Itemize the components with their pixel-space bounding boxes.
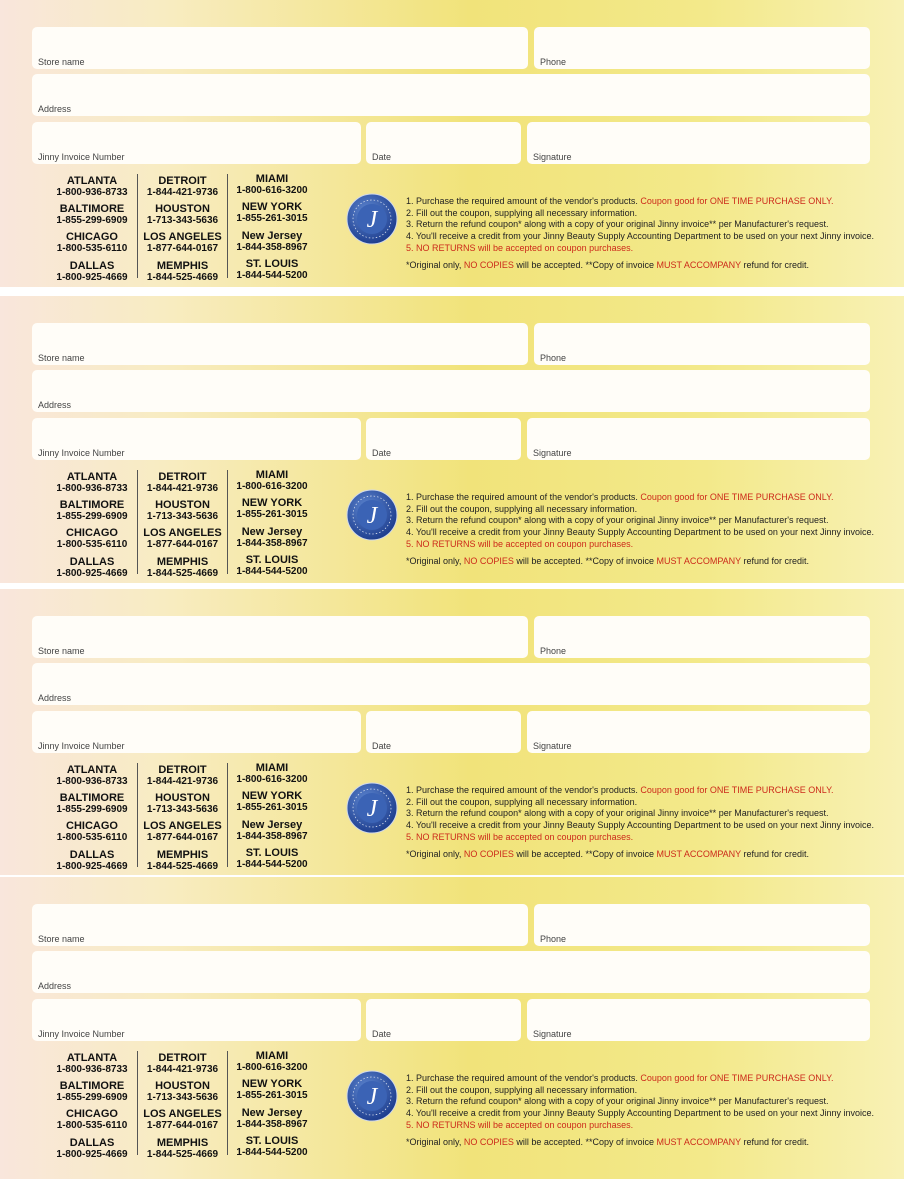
instruction-step-3: 3. Return the refund coupon* along with a copy of your original Jinny invoice** per Manufacturer's request.: [406, 219, 829, 230]
branch-detroit: [140, 471, 225, 495]
branch-name: NEW YORK: [241, 201, 303, 213]
branch-detroit: [140, 764, 225, 788]
column-divider: [227, 470, 228, 574]
branch-name: DALLAS: [69, 1137, 115, 1149]
branch-name: DALLAS: [69, 260, 115, 272]
branch-miami: [230, 1050, 314, 1074]
phone-label: Phone: [540, 646, 567, 656]
date-label: Date: [372, 741, 392, 751]
phone-field[interactable]: [534, 904, 870, 946]
branch-phone: 1-713-343-5636: [146, 215, 219, 226]
branch-name: LOS ANGELES: [143, 1108, 222, 1120]
branch-houston: [140, 203, 225, 227]
branch-name: DALLAS: [69, 556, 115, 568]
branch-los-angeles: [140, 231, 225, 255]
instruction-step-1: 1. Purchase the required amount of the vendor's products. Coupon good for ONE TIME PURCHASE ONLY.: [406, 1073, 834, 1083]
phone-label: Phone: [540, 353, 567, 363]
column-divider: [137, 763, 138, 867]
branch-phone: 1-844-421-9736: [146, 483, 219, 494]
branch-name: HOUSTON: [155, 203, 210, 215]
branch-name: ST. LOUIS: [245, 258, 299, 270]
instruction-step-3: 3. Return the refund coupon* along with a copy of your original Jinny invoice** per Manufacturer's request.: [406, 515, 829, 526]
branch-name: MIAMI: [255, 1050, 289, 1062]
branch-phone: 1-877-644-0167: [146, 832, 219, 843]
branch-phone: 1-844-544-5200: [236, 859, 308, 870]
branch-phone: 1-855-261-3015: [236, 1090, 308, 1101]
branch-name: MEMPHIS: [156, 849, 209, 861]
branch-miami: [230, 469, 314, 493]
branch-phone: 1-844-525-4669: [146, 1149, 219, 1160]
branch-phone: 1-800-936-8733: [56, 483, 128, 494]
branch-phone: 1-877-644-0167: [146, 1120, 219, 1131]
instruction-step-1: 1. Purchase the required amount of the vendor's products. Coupon good for ONE TIME PURCHASE ONLY.: [406, 196, 834, 206]
signature-label: Signature: [533, 741, 572, 751]
logo-letter: J: [366, 1084, 378, 1110]
branch-phone: 1-855-261-3015: [236, 213, 308, 224]
branch-houston: [140, 792, 225, 816]
branch-los-angeles: [140, 820, 225, 844]
instruction-step-3: 3. Return the refund coupon* along with a copy of your original Jinny invoice** per Manufacturer's request.: [406, 1096, 829, 1107]
branch-phone: 1-844-525-4669: [146, 272, 219, 283]
branch-phone: 1-800-925-4669: [56, 1149, 128, 1160]
branch-directory: [52, 759, 322, 875]
date-field[interactable]: [366, 418, 521, 460]
branch-houston: [140, 499, 225, 523]
instruction-step-3: 3. Return the refund coupon* along with a copy of your original Jinny invoice** per Manufacturer's request.: [406, 808, 829, 819]
branch-phone: 1-800-535-6110: [56, 243, 128, 254]
branch-new-jersey: [230, 819, 314, 843]
branch-name: DETROIT: [158, 471, 207, 483]
signature-field[interactable]: [527, 711, 870, 753]
branch-name: HOUSTON: [155, 792, 210, 804]
branch-name: NEW YORK: [241, 497, 303, 509]
branch-name: NEW YORK: [241, 790, 303, 802]
invoice-number-label: Jinny Invoice Number: [38, 448, 125, 458]
branch-name: MIAMI: [255, 173, 289, 185]
instruction-step-2: 2. Fill out the coupon, supplying all necessary information.: [406, 503, 638, 514]
column-divider: [137, 1051, 138, 1155]
branch-phone: 1-844-544-5200: [236, 1147, 308, 1158]
instructions: [406, 785, 896, 860]
branch-dallas: [52, 260, 132, 284]
branch-phone: 1-855-299-6909: [56, 1092, 128, 1103]
branch-dallas: [52, 556, 132, 580]
date-field[interactable]: [366, 999, 521, 1041]
date-label: Date: [372, 1029, 392, 1039]
branch-name: MIAMI: [255, 469, 289, 481]
signature-label: Signature: [533, 448, 572, 458]
phone-field[interactable]: [534, 27, 870, 69]
jinny-logo-icon: [346, 782, 398, 834]
branch-name: ST. LOUIS: [245, 554, 299, 566]
branch-phone: 1-844-544-5200: [236, 270, 308, 281]
address-field[interactable]: [32, 663, 870, 705]
branch-baltimore: [52, 203, 132, 227]
branch-atlanta: [52, 764, 132, 788]
instruction-step-1: 1. Purchase the required amount of the vendor's products. Coupon good for ONE TIME PURCHASE ONLY.: [406, 785, 834, 795]
branch-name: MIAMI: [255, 762, 289, 774]
logo-letter: J: [366, 796, 378, 822]
address-field[interactable]: [32, 951, 870, 993]
address-label: Address: [38, 104, 72, 114]
branch-phone: 1-800-936-8733: [56, 187, 128, 198]
branch-directory: [52, 1047, 322, 1165]
branch-phone: 1-844-525-4669: [146, 861, 219, 872]
branch-name: New Jersey: [241, 230, 303, 242]
branch-name: LOS ANGELES: [143, 820, 222, 832]
branch-memphis: [140, 260, 225, 284]
branch-atlanta: [52, 1052, 132, 1076]
instruction-step-4: 4. You'll receive a credit from your Jinny Beauty Supply Accounting Department to be used on your next Jinny invoice.: [406, 1108, 874, 1119]
jinny-logo-icon: [346, 193, 398, 245]
address-field[interactable]: [32, 370, 870, 412]
branch-name: DALLAS: [69, 849, 115, 861]
branch-los-angeles: [140, 527, 225, 551]
column-divider: [227, 763, 228, 867]
branch-phone: 1-877-644-0167: [146, 243, 219, 254]
branch-name: ST. LOUIS: [245, 1135, 299, 1147]
branch-chicago: [52, 231, 132, 255]
invoice-number-field[interactable]: [32, 122, 361, 164]
branch-new-jersey: [230, 230, 314, 254]
branch-phone: 1-800-535-6110: [56, 832, 128, 843]
branch-phone: 1-713-343-5636: [146, 1092, 219, 1103]
instruction-step-4: 4. You'll receive a credit from your Jinny Beauty Supply Accounting Department to be used on your next Jinny invoice.: [406, 820, 874, 831]
address-label: Address: [38, 981, 72, 991]
branch-name: HOUSTON: [155, 499, 210, 511]
branch-name: ATLANTA: [66, 175, 118, 187]
logo-letter: J: [366, 207, 378, 233]
signature-label: Signature: [533, 1029, 572, 1039]
phone-field[interactable]: [534, 323, 870, 365]
invoice-number-label: Jinny Invoice Number: [38, 741, 125, 751]
branch-name: ATLANTA: [66, 1052, 118, 1064]
branch-phone: 1-800-925-4669: [56, 568, 128, 579]
branch-phone: 1-713-343-5636: [146, 511, 219, 522]
branch-atlanta: [52, 471, 132, 495]
branch-st-louis: [230, 847, 314, 871]
signature-field[interactable]: [527, 122, 870, 164]
branch-new-york: [230, 497, 314, 521]
branch-name: CHICAGO: [66, 231, 118, 243]
branch-memphis: [140, 1137, 225, 1161]
branch-new-jersey: [230, 1107, 314, 1131]
jinny-logo-icon: [346, 489, 398, 541]
branch-name: ST. LOUIS: [245, 847, 299, 859]
branch-directory: [52, 466, 322, 583]
instruction-footnote: *Original only, NO COPIES will be accepted. **Copy of invoice MUST ACCOMPANY refund for credit.: [406, 259, 810, 270]
invoice-number-field[interactable]: [32, 999, 361, 1041]
branch-name: DETROIT: [158, 764, 207, 776]
branch-phone: 1-800-616-3200: [236, 1062, 308, 1073]
branch-los-angeles: [140, 1108, 225, 1132]
branch-phone: 1-844-421-9736: [146, 1064, 219, 1075]
branch-baltimore: [52, 792, 132, 816]
instructions: [406, 492, 896, 567]
store-name-label: Store name: [38, 353, 85, 363]
instruction-footnote: *Original only, NO COPIES will be accepted. **Copy of invoice MUST ACCOMPANY refund for credit.: [406, 555, 810, 566]
branch-directory: [52, 170, 322, 287]
instruction-step-5: 5. NO RETURNS will be accepted on coupon purchases.: [406, 831, 634, 842]
instruction-step-5: 5. NO RETURNS will be accepted on coupon purchases.: [406, 1119, 634, 1130]
branch-detroit: [140, 1052, 225, 1076]
branch-phone: 1-800-616-3200: [236, 185, 308, 196]
instructions: [406, 196, 896, 271]
date-label: Date: [372, 152, 392, 162]
branch-atlanta: [52, 175, 132, 199]
invoice-number-field[interactable]: [32, 711, 361, 753]
branch-phone: 1-877-644-0167: [146, 539, 219, 550]
branch-phone: 1-844-358-8967: [236, 242, 308, 253]
signature-field[interactable]: [527, 999, 870, 1041]
branch-houston: [140, 1080, 225, 1104]
refund-coupon: [0, 0, 904, 287]
branch-name: BALTIMORE: [59, 499, 125, 511]
branch-phone: 1-855-299-6909: [56, 804, 128, 815]
store-name-field[interactable]: [32, 27, 528, 69]
refund-coupon: [0, 589, 904, 875]
branch-new-york: [230, 201, 314, 225]
phone-field[interactable]: [534, 616, 870, 658]
phone-label: Phone: [540, 934, 567, 944]
branch-st-louis: [230, 258, 314, 282]
branch-phone: 1-855-261-3015: [236, 802, 308, 813]
branch-chicago: [52, 527, 132, 551]
date-field[interactable]: [366, 122, 521, 164]
branch-name: New Jersey: [241, 1107, 303, 1119]
branch-phone: 1-844-544-5200: [236, 566, 308, 577]
column-divider: [227, 174, 228, 278]
branch-phone: 1-800-925-4669: [56, 272, 128, 283]
branch-name: MEMPHIS: [156, 556, 209, 568]
invoice-number-field[interactable]: [32, 418, 361, 460]
date-field[interactable]: [366, 711, 521, 753]
invoice-number-label: Jinny Invoice Number: [38, 152, 125, 162]
phone-label: Phone: [540, 57, 567, 67]
signature-label: Signature: [533, 152, 572, 162]
invoice-number-label: Jinny Invoice Number: [38, 1029, 125, 1039]
branch-phone: 1-800-535-6110: [56, 539, 128, 550]
branch-phone: 1-844-421-9736: [146, 776, 219, 787]
branch-st-louis: [230, 554, 314, 578]
instruction-step-2: 2. Fill out the coupon, supplying all necessary information.: [406, 207, 638, 218]
branch-phone: 1-844-358-8967: [236, 1119, 308, 1130]
store-name-field[interactable]: [32, 323, 528, 365]
branch-name: LOS ANGELES: [143, 231, 222, 243]
refund-coupon: [0, 296, 904, 583]
branch-st-louis: [230, 1135, 314, 1159]
jinny-logo-icon: [346, 1070, 398, 1122]
branch-name: MEMPHIS: [156, 260, 209, 272]
branch-phone: 1-800-925-4669: [56, 861, 128, 872]
branch-name: BALTIMORE: [59, 1080, 125, 1092]
branch-phone: 1-800-535-6110: [56, 1120, 128, 1131]
branch-name: MEMPHIS: [156, 1137, 209, 1149]
branch-miami: [230, 762, 314, 786]
branch-new-york: [230, 790, 314, 814]
instruction-step-1: 1. Purchase the required amount of the vendor's products. Coupon good for ONE TIME PURCHASE ONLY.: [406, 492, 834, 502]
instruction-step-4: 4. You'll receive a credit from your Jinny Beauty Supply Accounting Department to be used on your next Jinny invoice.: [406, 231, 874, 242]
branch-chicago: [52, 1108, 132, 1132]
instruction-step-4: 4. You'll receive a credit from your Jinny Beauty Supply Accounting Department to be used on your next Jinny invoice.: [406, 527, 874, 538]
branch-phone: 1-844-525-4669: [146, 568, 219, 579]
logo-letter: J: [366, 503, 378, 529]
branch-phone: 1-800-936-8733: [56, 1064, 128, 1075]
branch-name: CHICAGO: [66, 527, 118, 539]
branch-phone: 1-844-358-8967: [236, 538, 308, 549]
instruction-step-5: 5. NO RETURNS will be accepted on coupon purchases.: [406, 538, 634, 549]
branch-new-jersey: [230, 526, 314, 550]
branch-name: HOUSTON: [155, 1080, 210, 1092]
branch-phone: 1-800-936-8733: [56, 776, 128, 787]
branch-name: DETROIT: [158, 175, 207, 187]
column-divider: [137, 174, 138, 278]
branch-name: CHICAGO: [66, 820, 118, 832]
instructions: [406, 1073, 896, 1148]
branch-baltimore: [52, 499, 132, 523]
branch-memphis: [140, 556, 225, 580]
branch-name: ATLANTA: [66, 471, 118, 483]
branch-name: DETROIT: [158, 1052, 207, 1064]
branch-phone: 1-844-358-8967: [236, 831, 308, 842]
column-divider: [227, 1051, 228, 1155]
instruction-step-2: 2. Fill out the coupon, supplying all necessary information.: [406, 1084, 638, 1095]
branch-name: NEW YORK: [241, 1078, 303, 1090]
branch-phone: 1-800-616-3200: [236, 481, 308, 492]
store-name-label: Store name: [38, 646, 85, 656]
instruction-footnote: *Original only, NO COPIES will be accepted. **Copy of invoice MUST ACCOMPANY refund for credit.: [406, 1136, 810, 1147]
branch-phone: 1-713-343-5636: [146, 804, 219, 815]
instruction-step-2: 2. Fill out the coupon, supplying all necessary information.: [406, 796, 638, 807]
column-divider: [137, 470, 138, 574]
refund-coupon: [0, 877, 904, 1179]
branch-phone: 1-855-299-6909: [56, 511, 128, 522]
date-label: Date: [372, 448, 392, 458]
branch-miami: [230, 173, 314, 197]
branch-baltimore: [52, 1080, 132, 1104]
branch-phone: 1-855-261-3015: [236, 509, 308, 520]
store-name-label: Store name: [38, 934, 85, 944]
instruction-step-5: 5. NO RETURNS will be accepted on coupon purchases.: [406, 242, 634, 253]
branch-dallas: [52, 1137, 132, 1161]
branch-phone: 1-844-421-9736: [146, 187, 219, 198]
branch-memphis: [140, 849, 225, 873]
branch-chicago: [52, 820, 132, 844]
branch-detroit: [140, 175, 225, 199]
branch-new-york: [230, 1078, 314, 1102]
address-field[interactable]: [32, 74, 870, 116]
store-name-label: Store name: [38, 57, 85, 67]
branch-name: ATLANTA: [66, 764, 118, 776]
store-name-field[interactable]: [32, 616, 528, 658]
store-name-field[interactable]: [32, 904, 528, 946]
branch-name: New Jersey: [241, 526, 303, 538]
branch-phone: 1-800-616-3200: [236, 774, 308, 785]
branch-name: New Jersey: [241, 819, 303, 831]
branch-name: BALTIMORE: [59, 203, 125, 215]
branch-dallas: [52, 849, 132, 873]
branch-name: BALTIMORE: [59, 792, 125, 804]
branch-phone: 1-855-299-6909: [56, 215, 128, 226]
address-label: Address: [38, 693, 72, 703]
address-label: Address: [38, 400, 72, 410]
instruction-footnote: *Original only, NO COPIES will be accepted. **Copy of invoice MUST ACCOMPANY refund for credit.: [406, 848, 810, 859]
branch-name: CHICAGO: [66, 1108, 118, 1120]
branch-name: LOS ANGELES: [143, 527, 222, 539]
signature-field[interactable]: [527, 418, 870, 460]
